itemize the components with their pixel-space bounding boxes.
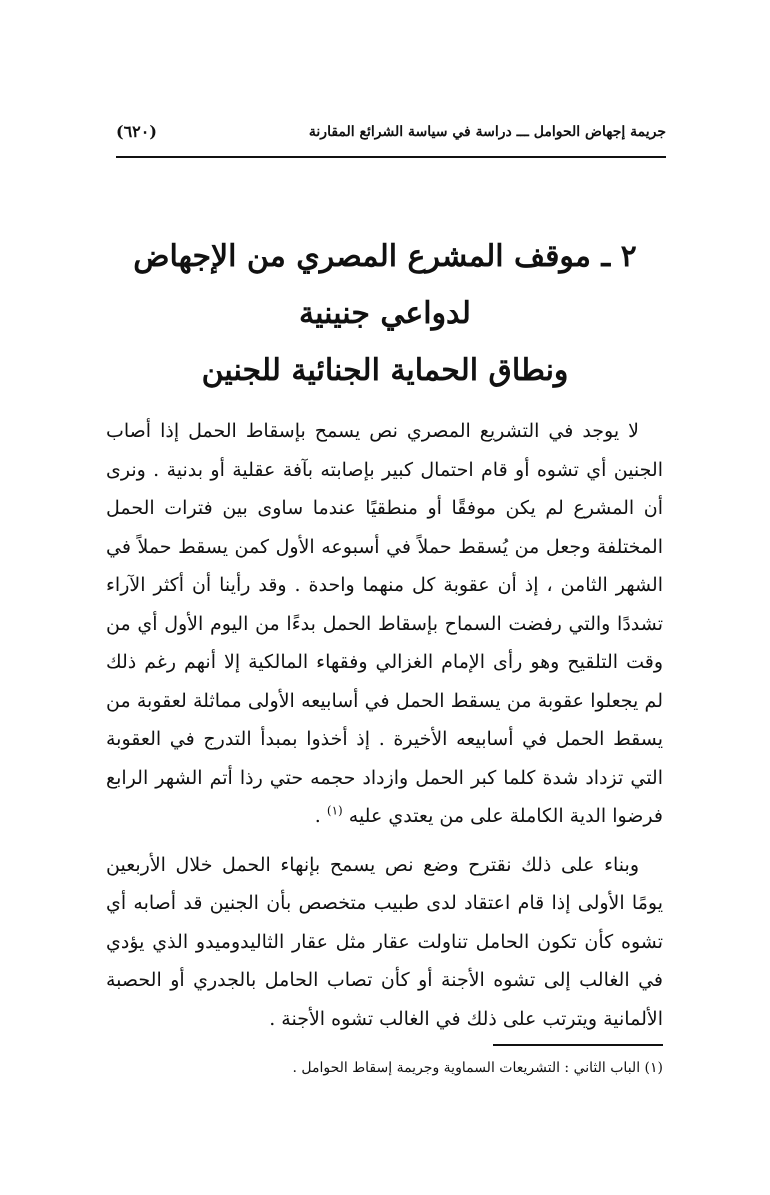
body-text — [106, 412, 663, 1038]
page-number: (٦٢٠) — [116, 122, 157, 141]
footnote-separator — [493, 1044, 663, 1046]
title-line-1: ٢ ـ موقف المشرع المصري من الإجهاض — [133, 239, 637, 274]
section-title — [100, 228, 670, 399]
paragraph-1-text: لا يوجد في التشريع المصري نص يسمح بإسقاط الحمل إذا أصاب الجنين أي تشوه أو قام احتمال كبير بإصابته بآفة عقلية أو بدنية . ونرى أن المشرع لم يكن موفقًا أو منطقيًا عندما ساوى بين فترات الحمل المختلفة وجعل من يُسقط حملاً في أسبوعه الأول كمن يسقط حملاً في الشهر الثامن ، إذ أن عقوبة كل منهما واحدة . وقد رأينا أن أكثر الآراء تشددًا والتي رفضت السماح بإسقاط الحمل بدءًا من اليوم الأول أي من وقت التلقيح وهو رأى الإمام الغزالي وفقهاء المالكية إلا أنهم رغم ذلك لم يجعلوا عقوبة من يسقط الحمل في أسابيعه الأولى مماثلة لعقوبة من يسقط الحمل في أسابيعه الأخيرة . إذ أخذوا بمبدأ التدرج في العقوبة التي تزداد شدة كلما كبر الحمل وازداد حجمه حتي رذا أتم الشهر الرابع فرضوا الدية الكاملة على من يعتدي عليه — [106, 420, 663, 827]
paragraph-2: وبناء على ذلك نقترح وضع نص يسمح بإنهاء الحمل خلال الأربعين يومًا الأولى إذا قام اعتقاد لدى طبيب متخصص بأن الجنين قد أصابه أي تشوه كأن تكون الحامل تناولت عقار مثل عقار الثاليدوميدو الذي يؤدي في الغالب إلى تشوه الأجنة أو كأن تصاب الحامل بالجدري أو الحصبة الألمانية ويترتب على ذلك في الغالب تشوه الأجنة . — [106, 853, 663, 1030]
paragraph-1-end: . — [314, 805, 327, 827]
footnote: (١) الباب الثاني : التشريعات السماوية وجريمة إسقاط الحوامل . — [292, 1060, 663, 1076]
running-title: جريمة إجهاض الحوامل ـــ دراسة في سياسة الشرائع المقارنة — [308, 123, 666, 140]
header-rule — [116, 156, 666, 158]
title-line-2: لدواعي جنينية — [299, 296, 471, 331]
page-header — [116, 122, 666, 141]
paragraph-1 — [106, 412, 663, 836]
footnote-reference[interactable]: (١) — [326, 803, 343, 818]
title-line-3: ونطاق الحماية الجنائية للجنين — [201, 353, 569, 388]
